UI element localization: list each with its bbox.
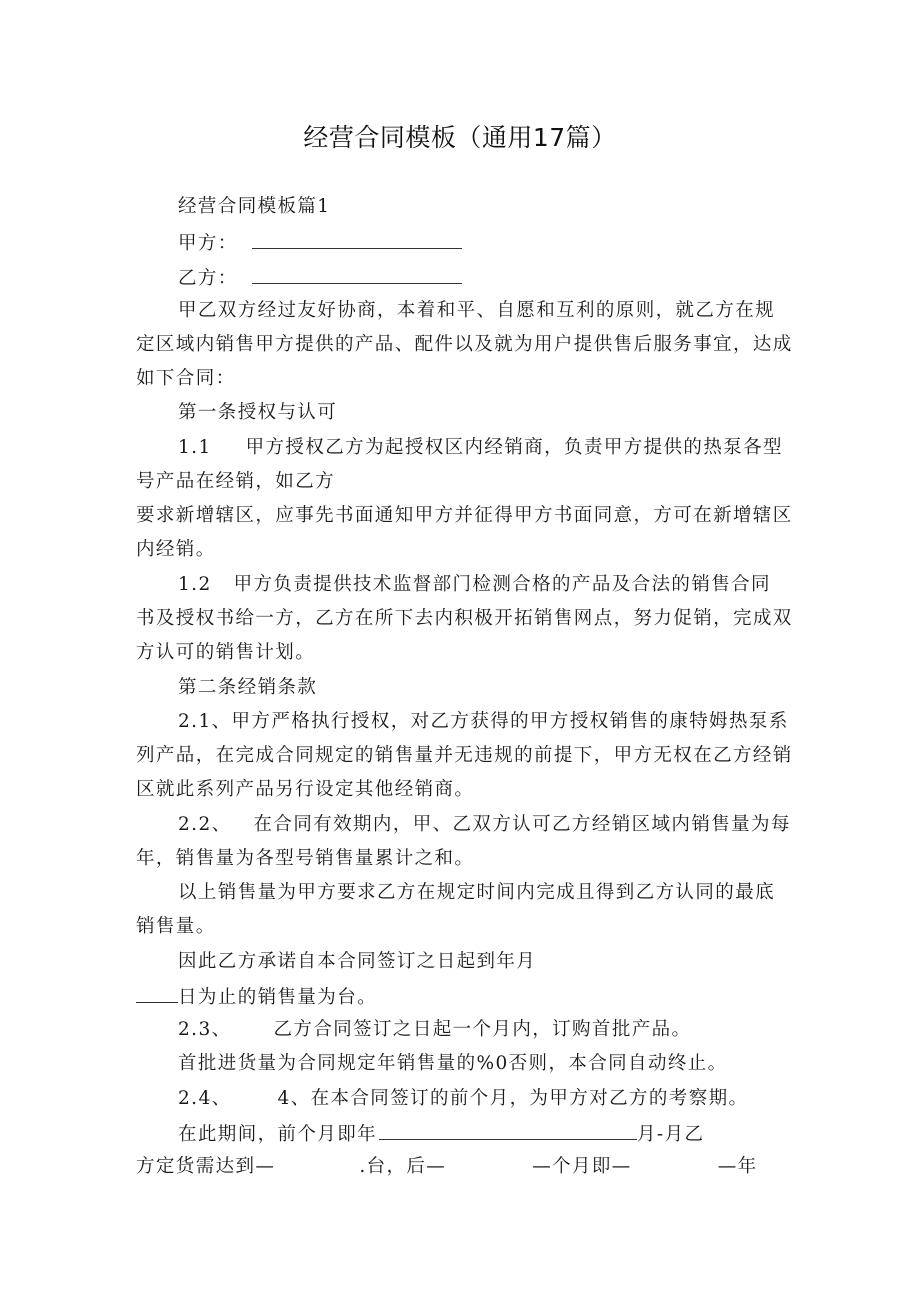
paragraph-text: 方定货需达到— bbox=[136, 1156, 276, 1177]
clause-text: 甲方负责提供技术监督部门检测合格的产品及合法的销售合同 bbox=[233, 574, 771, 595]
clause-text: 乙方合同签订之日起一个月内，订购首批产品。 bbox=[273, 1019, 692, 1040]
clause-number: 1.2 bbox=[178, 574, 212, 595]
paragraph-line: 甲乙双方经过友好协商，本着和平、自愿和互利的原则，就乙方在规 bbox=[178, 300, 776, 321]
party-a-label: 甲方： bbox=[178, 233, 238, 254]
clause-number: 2.4、 bbox=[178, 1088, 232, 1109]
paragraph-line: 定区域内销售甲方提供的产品、配件以及就为用户提供售后服务事宜，达成 bbox=[136, 334, 793, 355]
paragraph-line: 因此乙方承诺自本合同签订之日起到年月 bbox=[178, 951, 537, 972]
year-blank bbox=[379, 1121, 637, 1140]
paragraph-line: 区就此系列产品另行设定其他经销商。 bbox=[136, 779, 475, 800]
paragraph-text: 月-月乙 bbox=[637, 1124, 705, 1145]
party-a-blank bbox=[252, 230, 462, 249]
article-heading: 第二条经销条款 bbox=[178, 677, 318, 698]
paragraph-text: 在此期间，前个月即年 bbox=[178, 1124, 378, 1145]
paragraph-line bbox=[136, 1155, 758, 1179]
article-heading: 第一条授权与认可 bbox=[178, 402, 338, 423]
clause-line bbox=[178, 436, 783, 460]
paragraph-text: —个月即— bbox=[532, 1156, 632, 1177]
clause-text: 甲方授权乙方为起授权区内经销商，负责甲方提供的热泵各型 bbox=[245, 437, 783, 458]
paragraph-line: 要求新增辖区，应事先书面通知甲方并征得甲方书面同意，方可在新增辖区 bbox=[136, 505, 793, 526]
paragraph-line: 销售量。 bbox=[136, 916, 216, 937]
party-b-label: 乙方： bbox=[178, 268, 238, 289]
clause-line bbox=[178, 1018, 691, 1042]
party-b-blank bbox=[252, 265, 462, 284]
clause-number: 1.1 bbox=[178, 437, 212, 458]
paragraph-line: 以上销售量为甲方要求乙方在规定时间内完成且得到乙方认同的最底 bbox=[178, 882, 776, 903]
clause-line bbox=[178, 1087, 748, 1111]
document-title: 经营合同模板（通用17篇） bbox=[303, 123, 617, 152]
clause-line bbox=[178, 573, 771, 597]
date-blank bbox=[136, 984, 178, 1003]
paragraph-line: 如下合同： bbox=[136, 368, 236, 389]
paragraph-text: —年 bbox=[717, 1156, 758, 1177]
clause-line bbox=[178, 813, 791, 837]
paragraph-text: .台，后— bbox=[359, 1156, 447, 1177]
paragraph-line bbox=[178, 1121, 704, 1147]
paragraph-line: 书及授权书给一方，乙方在所下去内积极开拓销售网点，努力促销，完成双 bbox=[136, 608, 793, 629]
paragraph-line: 年，销售量为各型号销售量累计之和。 bbox=[136, 848, 475, 869]
clause-number: 2.2、 bbox=[178, 814, 232, 835]
paragraph-line: 号产品在经销，如乙方 bbox=[136, 471, 336, 492]
paragraph-line bbox=[136, 984, 377, 1010]
party-a-line bbox=[178, 230, 462, 256]
paragraph-line: 内经销。 bbox=[136, 539, 216, 560]
paragraph-line: 方认可的销售计划。 bbox=[136, 642, 316, 663]
paragraph-line: 列产品，在完成合同规定的销售量并无违规的前提下，甲方无权在乙方经销 bbox=[136, 745, 793, 766]
party-b-line bbox=[178, 265, 462, 291]
section-heading: 经营合同模板篇1 bbox=[178, 196, 331, 217]
clause-text: 在合同有效期内，甲、乙双方认可乙方经销区域内销售量为每 bbox=[253, 814, 791, 835]
clause-text: 4、在本合同签订的前个月，为甲方对乙方的考察期。 bbox=[277, 1088, 749, 1109]
paragraph-line: 首批进货量为合同规定年销售量的%0否则，本合同自动终止。 bbox=[178, 1053, 728, 1074]
paragraph-text: 日为止的销售量为台。 bbox=[178, 987, 378, 1008]
paragraph-line: 2.1、甲方严格执行授权，对乙方获得的甲方授权销售的康特姆热泵系 bbox=[178, 711, 789, 732]
clause-number: 2.3、 bbox=[178, 1019, 232, 1040]
